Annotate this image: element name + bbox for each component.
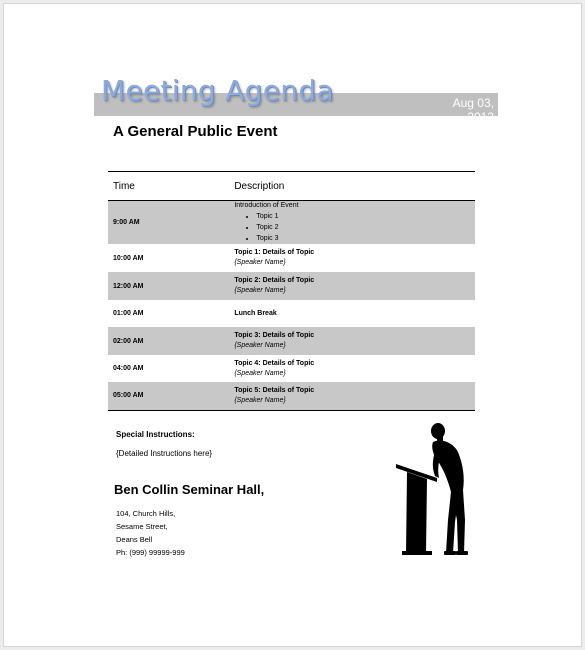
table-row	[108, 355, 475, 382]
topic-list	[234, 211, 475, 244]
row-title: Topic 4: Details of Topic	[234, 359, 315, 367]
table-row	[108, 300, 475, 327]
row-time: 01:00 AM	[113, 310, 144, 317]
special-instructions-label: Special Instructions:	[116, 430, 195, 439]
row-title: Topic 1: Details of Topic	[234, 249, 315, 256]
row-time: 10:00 AM	[113, 254, 144, 262]
agenda-date: Aug 03, 2013	[452, 96, 494, 124]
row-description	[229, 244, 475, 272]
row-title: Topic 2: Details of Topic	[234, 277, 315, 284]
row-description	[229, 201, 475, 245]
column-header-description: Description	[229, 172, 475, 201]
row-time: 05:00 AM	[108, 382, 229, 410]
row-title: Topic 3: Details of Topic	[234, 332, 315, 339]
row-title: Introduction of Event	[234, 202, 299, 209]
row-description	[229, 382, 475, 410]
address-line: Deans Bell	[116, 535, 153, 544]
table-row	[108, 272, 475, 300]
phone-line: Ph: (999) 99999-999	[116, 548, 185, 557]
row-title: Lunch Break	[234, 309, 277, 317]
address-line: 104, Church Hills,	[116, 509, 176, 518]
table-header-row	[108, 172, 475, 201]
row-title: Topic 5: Details of Topic	[234, 386, 315, 394]
table-row	[108, 244, 475, 272]
row-time: 04:00 AM	[113, 365, 144, 372]
venue-address	[116, 507, 185, 559]
venue-name: Ben Collin Seminar Hall,	[114, 482, 265, 497]
row-time: 02:00 AM	[108, 327, 229, 355]
table-row	[108, 327, 475, 355]
address-line: Sesame Street,	[116, 522, 168, 531]
speaker-name: {Speaker Name}	[234, 259, 286, 266]
row-description	[229, 300, 475, 327]
row-description	[229, 327, 475, 355]
row-description	[229, 272, 475, 300]
column-header-time: Time	[108, 172, 229, 201]
list-item: • Topic 2	[256, 222, 475, 233]
list-item: • Topic 3	[256, 233, 475, 244]
agenda-table	[108, 171, 475, 411]
event-title: A General Public Event	[113, 123, 278, 140]
table-row	[108, 382, 475, 410]
speaker-name: {Speaker Name}	[234, 287, 286, 294]
row-time: 9:00 AM	[108, 201, 229, 245]
list-item: • Topic 1	[256, 211, 475, 222]
row-description	[229, 355, 475, 382]
special-instructions-text: {Detailed Instructions here}	[116, 449, 213, 458]
table-row	[108, 201, 475, 245]
speaker-name: {Speaker Name}	[234, 342, 286, 349]
page-title: Meeting Agenda	[101, 74, 334, 107]
row-time: 12:00 AM	[108, 272, 229, 300]
speaker-name: {Speaker Name}	[234, 369, 286, 377]
speaker-name: {Speaker Name}	[234, 396, 286, 404]
speaker-podium-icon	[393, 420, 483, 560]
